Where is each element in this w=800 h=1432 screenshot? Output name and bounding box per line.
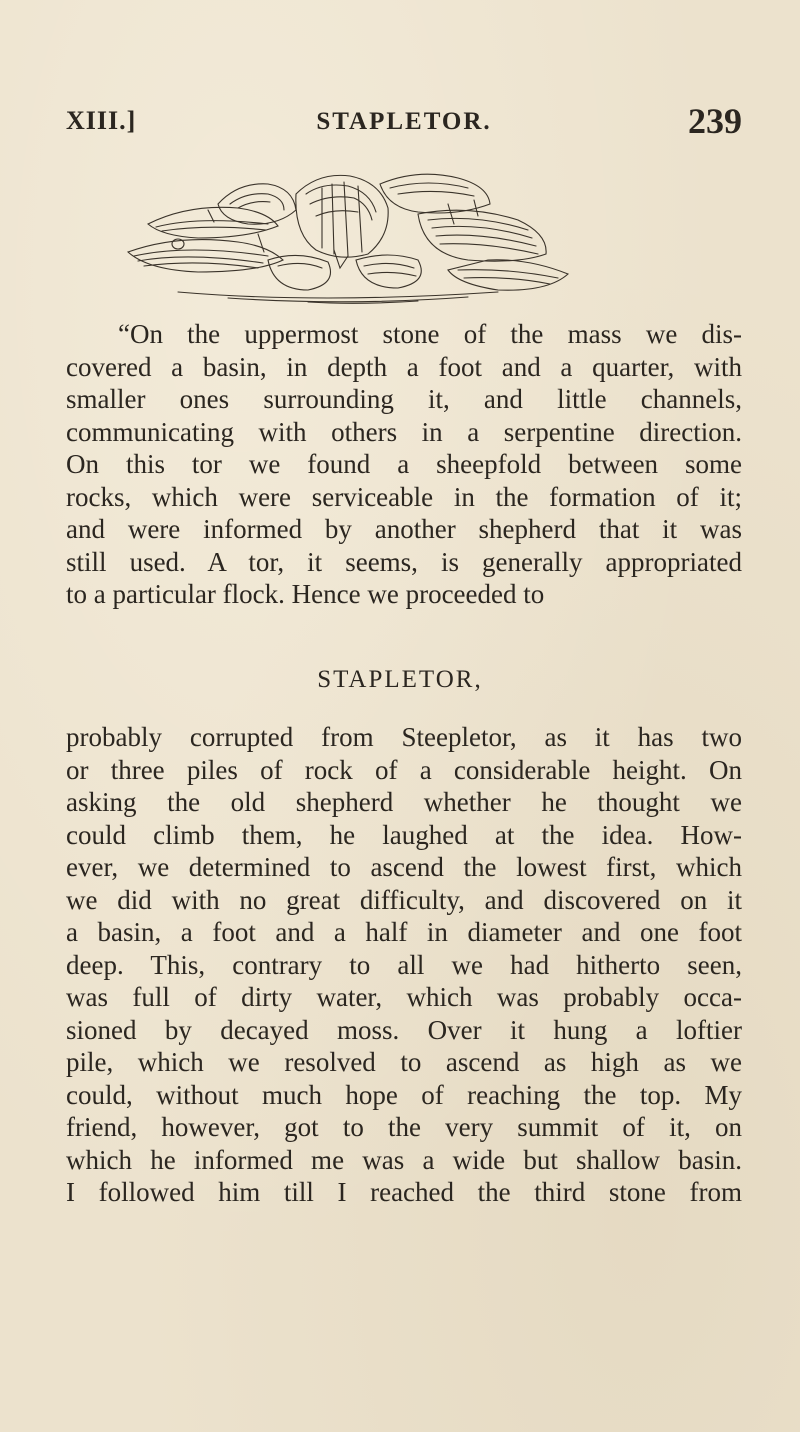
text-line: or three piles of rock of a considerable height. On	[66, 754, 742, 785]
section-heading: STAPLETOR,	[317, 666, 483, 693]
text-line: could, without much hope of reaching the top. My	[66, 1079, 742, 1110]
text-line: we did with no great difficulty, and discovered on it	[66, 884, 742, 915]
text-line: and were informed by another shepherd that it was	[66, 514, 742, 544]
text-line: sioned by decayed moss. Over it hung a loftier	[66, 1014, 742, 1045]
rock-tor-engraving-icon	[118, 164, 578, 306]
text-line: to a particular flock. Hence we proceeded to	[66, 579, 545, 609]
text-line: probably corrupted from Steepletor, as it has two	[66, 722, 742, 752]
text-line: which he informed me was a wide but shallow basin.	[66, 1144, 742, 1175]
running-title: STAPLETOR.	[316, 108, 492, 135]
text-line: rocks, which were serviceable in the formation of it;	[66, 481, 742, 512]
running-head	[66, 101, 742, 146]
page-number: 239	[688, 101, 742, 141]
text-line: On this tor we found a sheepfold between some	[66, 449, 742, 479]
text-line: was full of dirty water, which was probably occa-	[66, 982, 742, 1012]
text-line: deep. This, contrary to all we had hitherto seen,	[66, 949, 742, 980]
text-line: a basin, a foot and a half in diameter and one foot	[66, 917, 742, 947]
text-line: friend, however, got to the very summit of it, on	[66, 1112, 742, 1142]
text-line: asking the old shepherd whether he thought we	[66, 787, 742, 817]
text-line: “On the uppermost stone of the mass we dis-	[118, 319, 742, 349]
text-line: covered a basin, in depth a foot and a quarter, with	[66, 351, 742, 382]
text-line: pile, which we resolved to ascend as high as we	[66, 1047, 742, 1077]
paragraph-1	[66, 318, 742, 611]
text-line: could climb them, he laughed at the idea. How-	[66, 819, 742, 850]
text-line: smaller ones surrounding it, and little channels,	[66, 384, 742, 414]
chapter-marker: XIII.]	[66, 106, 137, 135]
text-line: still used. A tor, it seems, is generally appropriated	[66, 546, 742, 577]
text-line: ever, we determined to ascend the lowest first, which	[66, 852, 742, 882]
text-line: I followed him till I reached the third stone from	[66, 1177, 742, 1207]
paragraph-2	[66, 721, 742, 1209]
text-line: communicating with others in a serpentine direction.	[66, 416, 742, 447]
